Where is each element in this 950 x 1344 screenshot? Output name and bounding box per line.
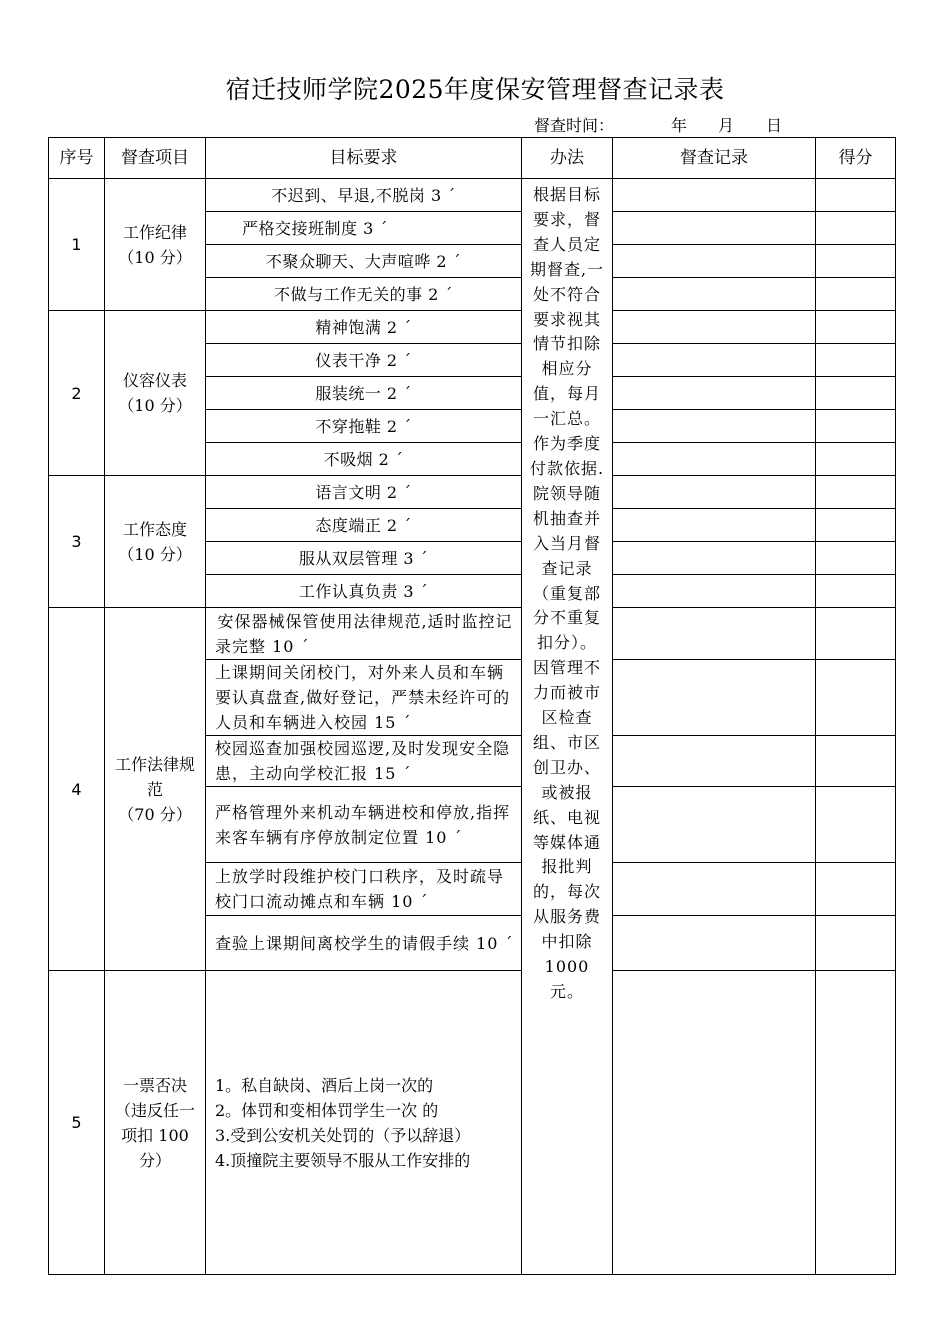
section-item: 仪容仪表 （10 分） (105, 311, 206, 476)
header-method: 办法 (522, 138, 613, 179)
score-cell[interactable] (816, 608, 896, 660)
score-cell[interactable] (816, 787, 896, 863)
record-cell[interactable] (613, 443, 816, 476)
score-cell[interactable] (816, 212, 896, 245)
record-cell[interactable] (613, 212, 816, 245)
record-cell[interactable] (613, 377, 816, 410)
header-score: 得分 (816, 138, 896, 179)
veto-item: 1。私自缺岗、酒后上岗一次的 (215, 1075, 434, 1095)
requirement-cell: 精神饱满 2 ´ (206, 311, 522, 344)
record-cell[interactable] (613, 787, 816, 863)
record-cell[interactable] (613, 509, 816, 542)
record-cell[interactable] (613, 736, 816, 787)
score-cell[interactable] (816, 660, 896, 736)
section-number: 5 (49, 971, 105, 1275)
date-year: 年 (671, 116, 688, 135)
table-row (49, 311, 896, 344)
score-cell[interactable] (816, 476, 896, 509)
requirement-cell: 不聚众聊天、大声喧哗 2 ´ (206, 245, 522, 278)
section-item: 一票否决 （违反任一项扣 100 分） (105, 971, 206, 1275)
header-row (49, 138, 896, 179)
score-cell[interactable] (816, 278, 896, 311)
record-cell[interactable] (613, 916, 816, 971)
record-cell[interactable] (613, 575, 816, 608)
requirement-cell: 工作认真负责 3 ´ (206, 575, 522, 608)
table-row (49, 608, 896, 660)
record-cell[interactable] (613, 245, 816, 278)
date-month: 月 (718, 116, 735, 135)
record-cell[interactable] (613, 476, 816, 509)
requirement-cell: 安保器械保管使用法律规范,适时监控记录完整 10 ´ (206, 608, 522, 660)
requirement-cell: 仪表干净 2 ´ (206, 344, 522, 377)
veto-item: 3.受到公安机关处罚的（予以辞退） (215, 1125, 471, 1145)
method-cell: 根据目标要求，督查人员定期督查,一处不符合要求视其情节扣除相应分值，每月一汇总。作为季度付款依据.院领导随机抽查并入当月督查记录（重复部分不重复扣分）。因管理不力而被市区检查组、市区创卫办、或被报纸、电视等媒体通报批判的，每次从服务费中扣除1000元。 (522, 179, 613, 1275)
record-cell[interactable] (613, 542, 816, 575)
record-cell[interactable] (613, 971, 816, 1275)
date-day: 日 (766, 116, 783, 135)
requirement-cell: 上课期间关闭校门，对外来人员和车辆要认真盘查,做好登记，严禁未经许可的人员和车辆进入校园 15 ´ (206, 660, 522, 736)
inspection-table (48, 137, 896, 1275)
requirement-cell: 校园巡查加强校园巡逻,及时发现安全隐患，主动向学校汇报 15 ´ (206, 736, 522, 787)
veto-item: 2。体罚和变相体罚学生一次 的 (215, 1100, 439, 1120)
table-row (49, 179, 896, 212)
requirement-cell: 不迟到、早退,不脱岗 3 ´ (206, 179, 522, 212)
section-item: 工作态度 （10 分） (105, 476, 206, 608)
requirement-cell: 不穿拖鞋 2 ´ (206, 410, 522, 443)
date-label: 督查时间： (534, 116, 615, 135)
requirement-cell: 服从双层管理 3 ´ (206, 542, 522, 575)
header-record: 督查记录 (613, 138, 816, 179)
veto-list (206, 971, 522, 1275)
header-item: 督查项目 (105, 138, 206, 179)
record-cell[interactable] (613, 660, 816, 736)
score-cell[interactable] (816, 377, 896, 410)
record-cell[interactable] (613, 179, 816, 212)
veto-item: 4.顶撞院主要领导不服从工作安排的 (215, 1150, 471, 1170)
score-cell[interactable] (816, 344, 896, 377)
score-cell[interactable] (816, 736, 896, 787)
score-cell[interactable] (816, 575, 896, 608)
score-cell[interactable] (816, 311, 896, 344)
record-cell[interactable] (613, 863, 816, 916)
record-cell[interactable] (613, 278, 816, 311)
score-cell[interactable] (816, 509, 896, 542)
score-cell[interactable] (816, 863, 896, 916)
section-number: 4 (49, 608, 105, 971)
requirement-cell: 服装统一 2 ´ (206, 377, 522, 410)
requirement-cell: 不吸烟 2 ´ (206, 443, 522, 476)
header-requirement: 目标要求 (206, 138, 522, 179)
requirement-cell: 查验上课期间离校学生的请假手续 10 ´ (206, 916, 522, 971)
score-cell[interactable] (816, 443, 896, 476)
score-cell[interactable] (816, 916, 896, 971)
table-row (49, 476, 896, 509)
score-cell[interactable] (816, 410, 896, 443)
section-item: 工作法律规范 （70 分） (105, 608, 206, 971)
table-row (49, 971, 896, 1275)
section-number: 1 (49, 179, 105, 311)
section-number: 3 (49, 476, 105, 608)
section-number: 2 (49, 311, 105, 476)
inspection-date-line (534, 113, 782, 136)
requirement-cell: 语言文明 2 ´ (206, 476, 522, 509)
page-title: 宿迁技师学院2025年度保安管理督查记录表 (225, 75, 725, 104)
record-cell[interactable] (613, 410, 816, 443)
requirement-cell: 不做与工作无关的事 2 ´ (206, 278, 522, 311)
record-cell[interactable] (613, 608, 816, 660)
score-cell[interactable] (816, 179, 896, 212)
requirement-cell: 严格管理外来机动车辆进校和停放,指挥来客车辆有序停放制定位置 10 ´ (206, 787, 522, 863)
section-item: 工作纪律 （10 分） (105, 179, 206, 311)
score-cell[interactable] (816, 542, 896, 575)
record-cell[interactable] (613, 311, 816, 344)
requirement-cell: 态度端正 2 ´ (206, 509, 522, 542)
requirement-cell: 上放学时段维护校门口秩序，及时疏导校门口流动摊点和车辆 10 ´ (206, 863, 522, 916)
score-cell[interactable] (816, 971, 896, 1275)
requirement-cell: 严格交接班制度 3 ´ (206, 212, 522, 245)
header-no: 序号 (49, 138, 105, 179)
score-cell[interactable] (816, 245, 896, 278)
record-cell[interactable] (613, 344, 816, 377)
